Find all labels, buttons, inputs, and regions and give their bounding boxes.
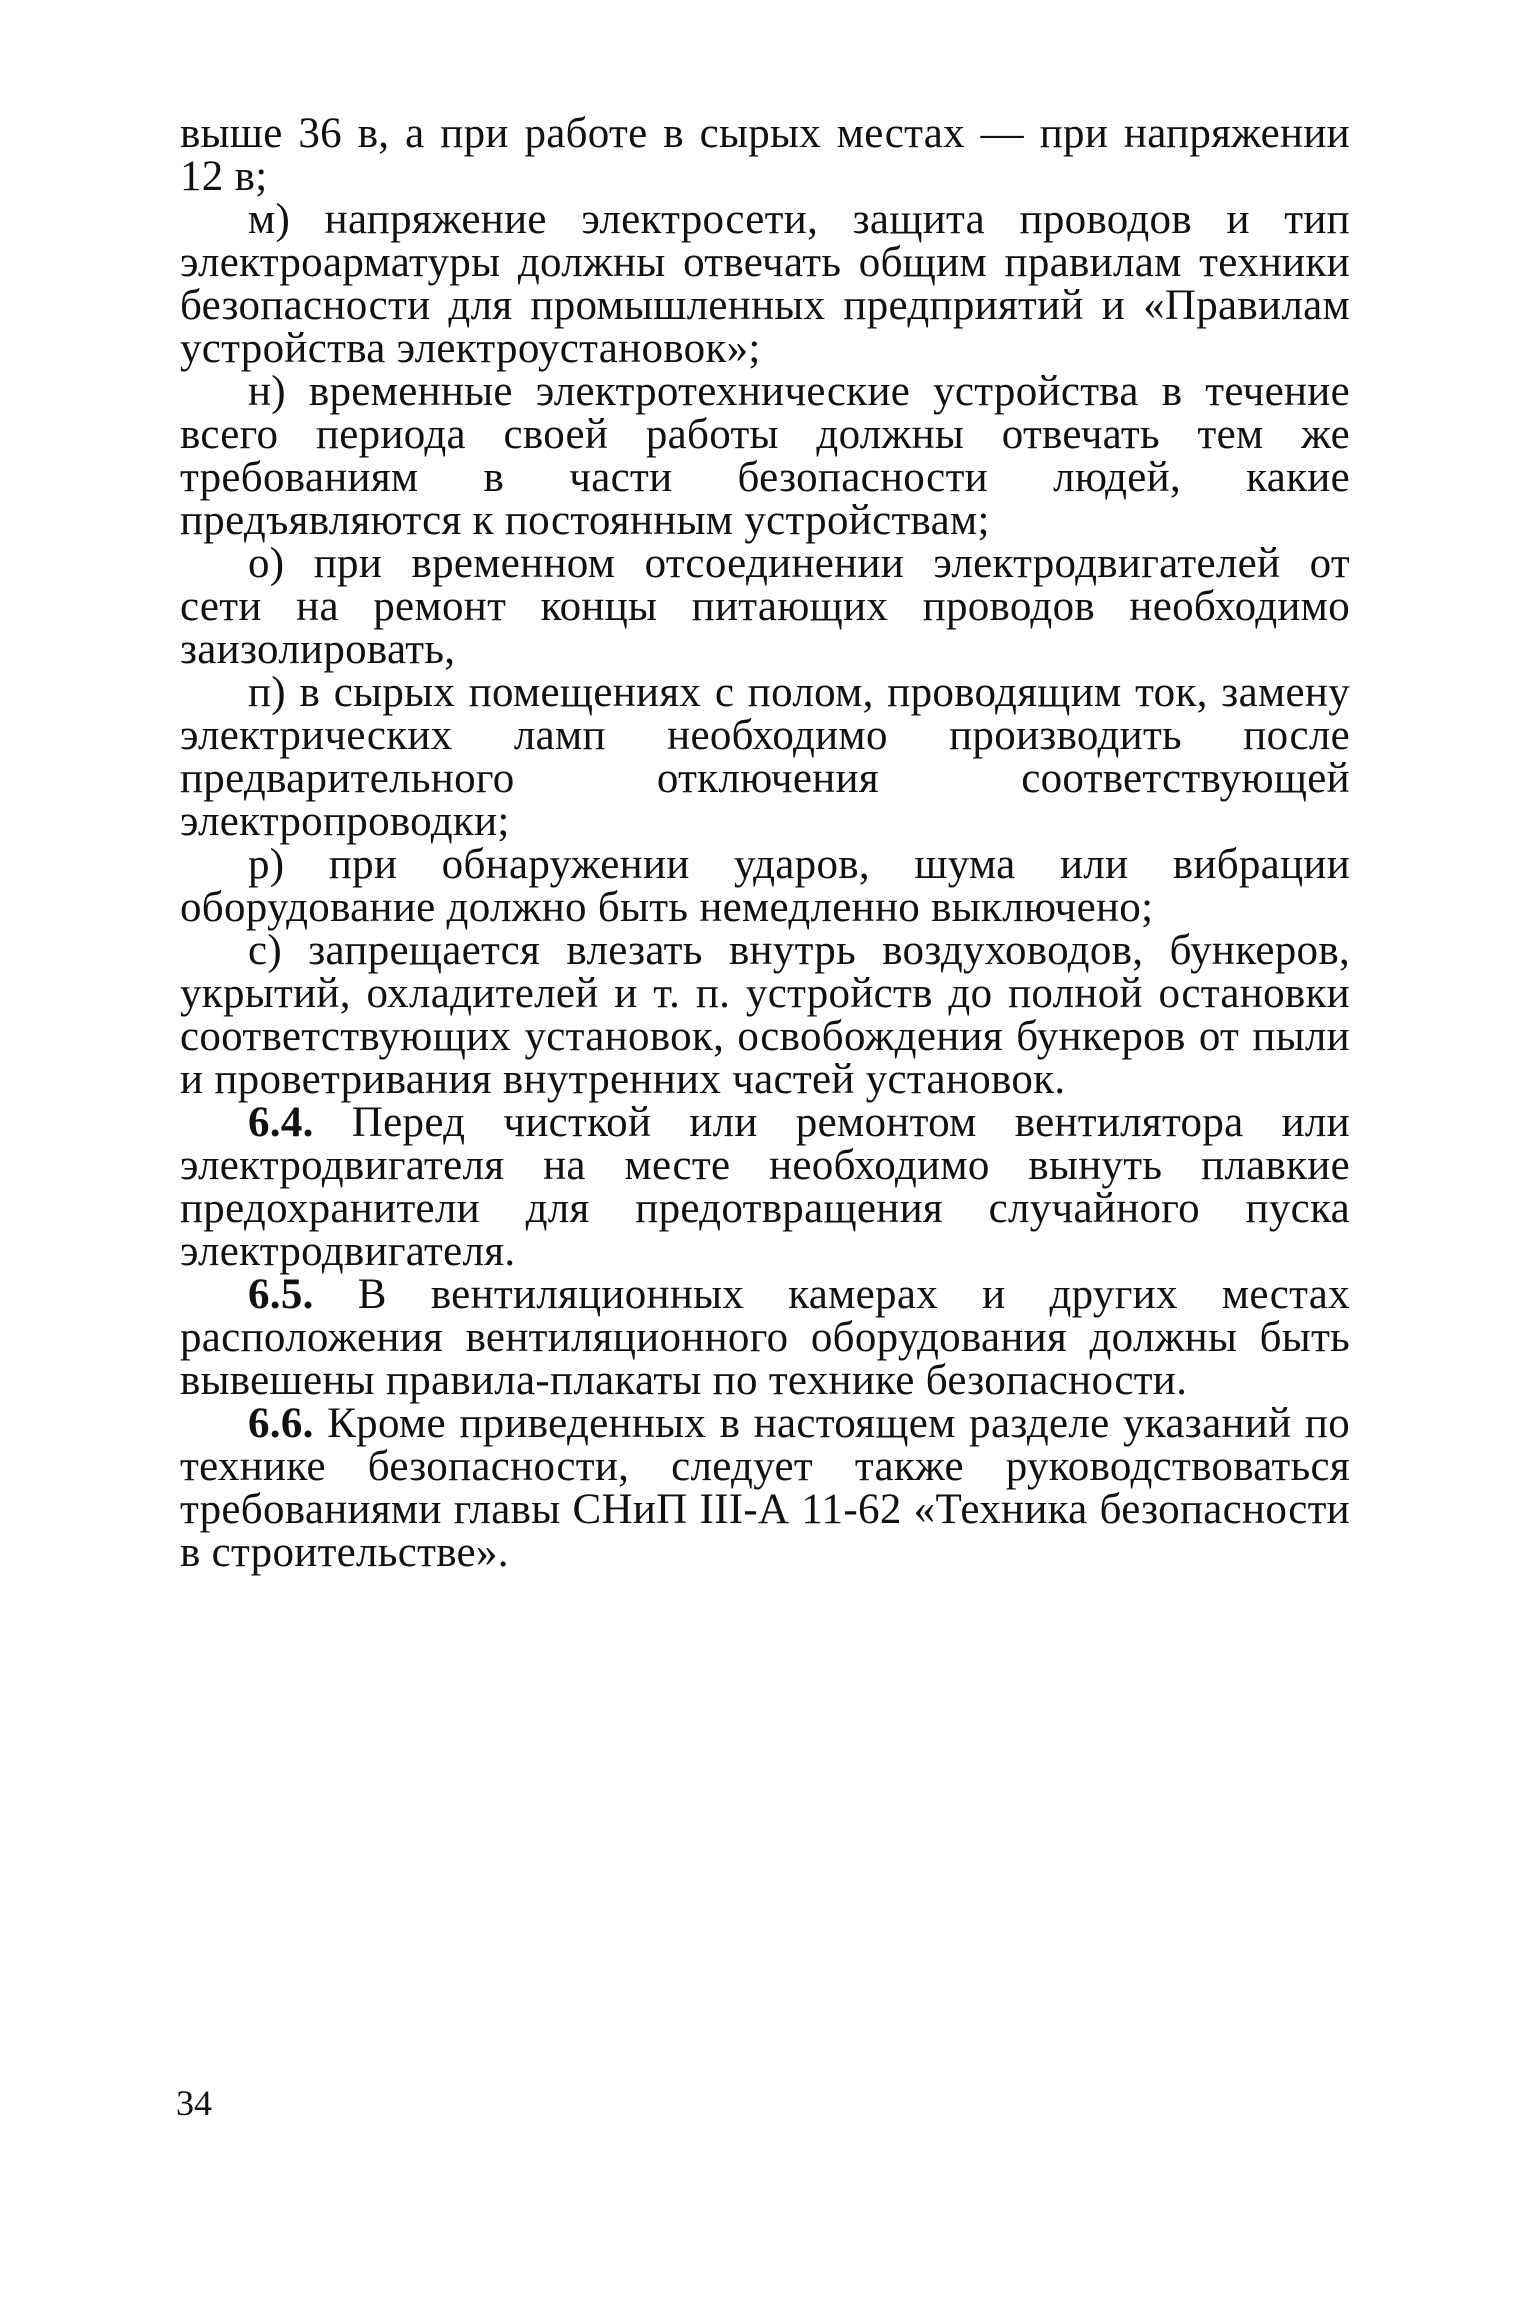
paragraph-item-o: о) при временном отсоединении электродвигателей от сети на ремонт концы питающих проводов необходимо заизолировать, (180, 540, 1350, 673)
paragraph-section-6-5: 6.5. В вентиляционных камерах и других местах расположения вентиляционного оборудования должны быть вывешены правила-плакаты по технике безопасности. (180, 1271, 1350, 1404)
paragraph-continuation: выше 36 в, а при работе в сырых местах — при напряжении 12 в; (180, 110, 1350, 200)
paragraph-section-6-4: 6.4. Перед чисткой или ремонтом вентилятора или электродвигателя на месте необходимо вынуть плавкие предохранители для предотвращения случайного пуска электродвигателя. (180, 1099, 1350, 1275)
paragraph-item-s: с) запрещается влезать внутрь воздуховодов, бункеров, укрытий, охладителей и т. п. устройств до полной остановки соответствующих установок, освобождения бункеров от пыли и проветривания внутренних частей установок. (180, 927, 1350, 1103)
section-number: 6.6. (248, 1400, 314, 1447)
paragraph-item-p: п) в сырых помещениях с полом, проводящим ток, замену электрических ламп необходимо производить после предварительного отключения соответствующей электропроводки; (180, 669, 1350, 845)
section-number: 6.5. (248, 1271, 314, 1318)
paragraph-item-n: н) временные электротехнические устройства в течение всего периода своей работы должны отвечать тем же требованиям в части безопасности людей, какие предъявляются к постоянным устройствам; (180, 368, 1350, 544)
body-text (180, 112, 1350, 1574)
page-number: 34 (176, 2083, 212, 2123)
paragraph-section-6-6: 6.6. Кроме приведенных в настоящем разделе указаний по технике безопасности, следует также руководствоваться требованиями главы СНиП III-А 11-62 «Техника безопасности в строительстве». (180, 1400, 1350, 1576)
paragraph-item-r: р) при обнаружении ударов, шума или вибрации оборудование должно быть немедленно выключено; (180, 841, 1350, 931)
section-number: 6.4. (248, 1099, 314, 1146)
paragraph-item-m: м) напряжение электросети, защита проводов и тип электроарматуры должны отвечать общим правилам техники безопасности для промышленных предприятий и «Правилам устройства электроустановок»; (180, 196, 1350, 372)
